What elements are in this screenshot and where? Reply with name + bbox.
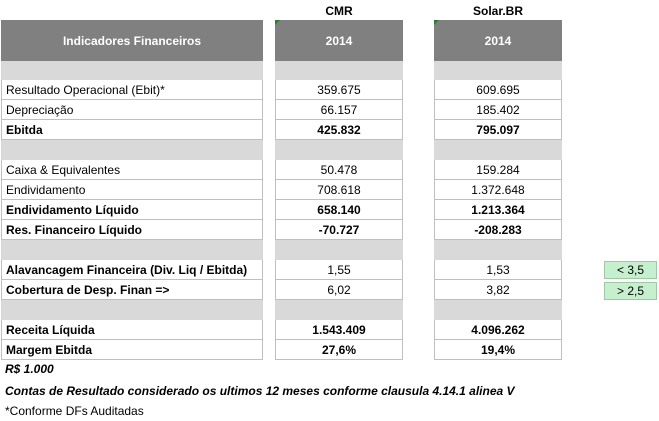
limit-badge-cobertura: > 2,5 — [604, 282, 657, 300]
value-cmr-res-financeiro: -70.727 — [275, 220, 403, 240]
row-label-ebit: Resultado Operacional (Ebit)* — [1, 80, 263, 100]
value-solar-depreciacao: 185.402 — [434, 100, 562, 120]
company-name-cmr: CMR — [325, 4, 353, 18]
spacer-band — [275, 240, 403, 260]
value-cmr-ebit: 359.675 — [275, 80, 403, 100]
value-solar-res-financeiro: -208.283 — [434, 220, 562, 240]
value-cmr-endividamento-liquido: 658.140 — [275, 200, 403, 220]
row-label-res-financeiro: Res. Financeiro Líquido — [1, 220, 263, 240]
year-header-cmr: 2014 — [275, 20, 403, 61]
value-solar-ebitda: 795.097 — [434, 120, 562, 140]
value-cmr-alavancagem: 1,55 — [275, 260, 403, 280]
value-cmr-depreciacao: 66.157 — [275, 100, 403, 120]
spacer-band — [434, 61, 562, 80]
value-cmr-margem: 27,6% — [275, 340, 403, 360]
audited-footnote: *Conforme DFs Auditadas — [5, 404, 144, 418]
row-label-ebitda: Ebitda — [1, 120, 263, 140]
company-name-solar: Solar.BR — [472, 4, 523, 18]
value-solar-receita: 4.096.262 — [434, 320, 562, 340]
row-label-endividamento: Endividamento — [1, 180, 263, 200]
unit-note: R$ 1.000 — [5, 362, 54, 376]
value-cmr-endividamento: 708.618 — [275, 180, 403, 200]
value-solar-caixa: 159.284 — [434, 160, 562, 180]
spacer-band — [434, 140, 562, 160]
spacer-band — [275, 300, 403, 320]
row-label-alavancagem: Alavancagem Financeira (Div. Liq / Ebitda) — [1, 260, 263, 280]
value-solar-alavancagem: 1,53 — [434, 260, 562, 280]
value-cmr-receita: 1.543.409 — [275, 320, 403, 340]
spacer-band — [1, 61, 263, 80]
spacer-band — [275, 61, 403, 80]
value-solar-margem: 19,4% — [434, 340, 562, 360]
period-note: Contas de Resultado considerado os ultimos 12 meses conforme clausula 4.14.1 alinea V — [5, 384, 515, 398]
value-cmr-caixa: 50.478 — [275, 160, 403, 180]
value-cmr-cobertura: 6,02 — [275, 280, 403, 300]
spacer-band — [1, 300, 263, 320]
table-header-title: Indicadores Financeiros — [1, 20, 263, 61]
row-label-endividamento-liquido: Endividamento Líquido — [1, 200, 263, 220]
value-solar-cobertura: 3,82 — [434, 280, 562, 300]
spacer-band — [1, 240, 263, 260]
spacer-band — [275, 140, 403, 160]
spacer-band — [1, 140, 263, 160]
row-label-margem: Margem Ebitda — [1, 340, 263, 360]
comment-marker-icon — [434, 20, 439, 25]
limit-badge-alavancagem: < 3,5 — [604, 261, 657, 279]
row-label-cobertura: Cobertura de Desp. Finan => — [1, 280, 263, 300]
row-label-caixa: Caixa & Equivalentes — [1, 160, 263, 180]
year-header-solar: 2014 — [434, 20, 562, 61]
comment-marker-icon — [275, 20, 280, 25]
value-solar-endividamento-liquido: 1.213.364 — [434, 200, 562, 220]
value-solar-endividamento: 1.372.648 — [434, 180, 562, 200]
spacer-band — [434, 300, 562, 320]
row-label-receita: Receita Líquida — [1, 320, 263, 340]
spacer-band — [434, 240, 562, 260]
value-solar-ebit: 609.695 — [434, 80, 562, 100]
row-label-depreciacao: Depreciação — [1, 100, 263, 120]
value-cmr-ebitda: 425.832 — [275, 120, 403, 140]
